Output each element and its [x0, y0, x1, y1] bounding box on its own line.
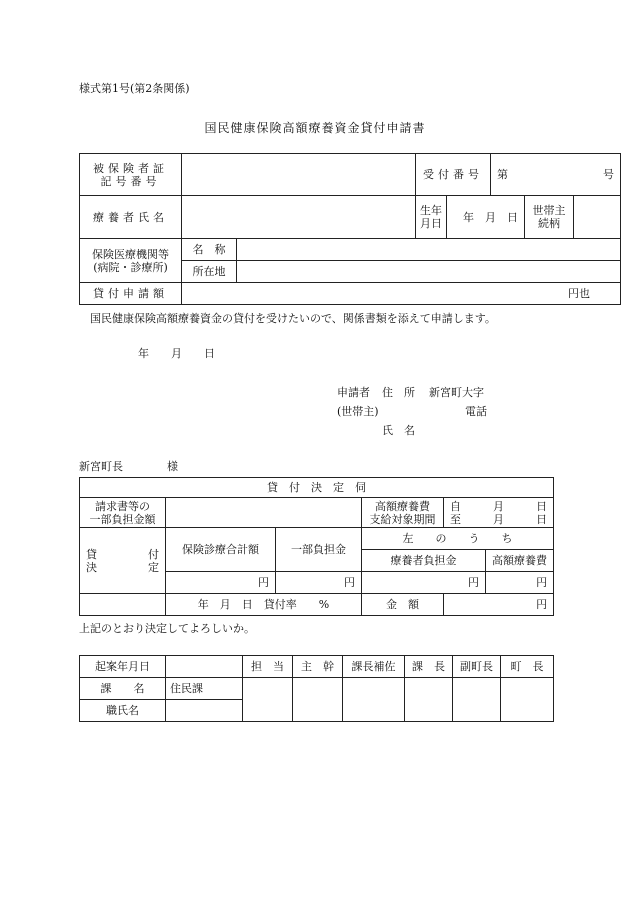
seal-tanto[interactable]: [243, 678, 293, 722]
patient-burden-label: 療養者負担金: [362, 550, 486, 572]
application-statement: 国民健康保険高額療養資金の貸付を受けたいので、関係書類を添えて申請します。: [90, 312, 496, 325]
institution-name-field[interactable]: [237, 239, 621, 261]
seal-fukucho[interactable]: [453, 678, 501, 722]
application-table: [79, 153, 621, 305]
institution-name-label: 名 称: [182, 239, 237, 261]
seal-chocho[interactable]: [501, 678, 554, 722]
phone-label: 電話: [465, 405, 487, 418]
role-tanto: 担 当: [243, 656, 293, 678]
institution-address-label: 所在地: [182, 261, 237, 283]
insured-card-label: 被保険者証 記号番号: [80, 154, 182, 196]
loan-blank-cell: [80, 594, 166, 616]
role-fukucho: 副町長: [453, 656, 501, 678]
institution-address-field[interactable]: [237, 261, 621, 283]
applicant-address-value: 新宮町大字: [429, 386, 484, 399]
application-date: 年 月 日: [138, 347, 215, 360]
applicant-address-label: 住 所: [382, 386, 415, 399]
burden-amount-field[interactable]: [166, 498, 362, 528]
householder-label: (世帯主): [337, 405, 379, 418]
relation-field[interactable]: [574, 196, 621, 239]
decision-table: [79, 477, 554, 616]
patient-name-label: 療養者氏名: [80, 196, 182, 239]
total-insurance-label: 保険診療合計額: [166, 528, 276, 572]
loan-decision-label: 貸 付 決 定: [80, 528, 166, 594]
period-label: 高額療養費 支給対象期間: [362, 498, 444, 528]
applicant-name-label: 氏 名: [382, 424, 415, 437]
birth-date-field[interactable]: 年 月 日: [447, 196, 525, 239]
receipt-no-label: 受付番号: [416, 154, 491, 196]
decision-header: 貸 付 決 定 伺: [80, 478, 554, 498]
patient-name-field[interactable]: [182, 196, 416, 239]
burden-amount-label: 請求書等の 一部負担金額: [80, 498, 166, 528]
addressee: 新宮町長 様: [79, 460, 178, 473]
section-label: 課 名: [80, 678, 166, 700]
loan-amount-label: 貸付申請額: [80, 283, 182, 305]
relation-label: 世帯主 続柄: [525, 196, 574, 239]
approval-text: 上記のとおり決定してよろしいか。: [79, 622, 255, 635]
institution-label: 保険医療機関等 (病院・診療所): [80, 239, 182, 283]
role-shukan: 主 幹: [293, 656, 343, 678]
birth-date-label: 生年 月日: [416, 196, 447, 239]
high-cost-field[interactable]: 円: [486, 572, 554, 594]
draft-date-field[interactable]: [166, 656, 243, 678]
amount-label: 金 額: [362, 594, 444, 616]
draft-date-label: 起案年月日: [80, 656, 166, 678]
role-kacho: 課 長: [405, 656, 453, 678]
applicant-label: 申請者: [337, 386, 370, 399]
partial-burden-field[interactable]: 円: [276, 572, 362, 594]
of-which-label: 左 の う ち: [362, 528, 554, 550]
seal-kacho[interactable]: [405, 678, 453, 722]
form-id: 様式第1号(第2条関係): [79, 82, 190, 95]
partial-burden-label: 一部負担金: [276, 528, 362, 572]
total-insurance-field[interactable]: 円: [166, 572, 276, 594]
receipt-no-field[interactable]: 第 号: [491, 154, 621, 196]
section-value: 住民課: [166, 678, 243, 700]
page-title: 国民健康保険高額療養資金貸付申請書: [204, 121, 426, 135]
role-chocho: 町 長: [501, 656, 554, 678]
staff-label: 職氏名: [80, 700, 166, 722]
seal-shukan[interactable]: [293, 678, 343, 722]
approval-table: [79, 655, 554, 722]
loan-amount-field[interactable]: 円也: [182, 283, 621, 305]
patient-burden-field[interactable]: 円: [362, 572, 486, 594]
amount-field[interactable]: 円: [444, 594, 554, 616]
high-cost-label: 高額療養費: [486, 550, 554, 572]
seal-kacho-hosa[interactable]: [343, 678, 405, 722]
staff-field[interactable]: [166, 700, 243, 722]
period-field[interactable]: 自 月 日 至 月 日: [444, 498, 554, 528]
insured-card-field[interactable]: [182, 154, 416, 196]
loan-rate-field[interactable]: 年 月 日 貸付率 %: [166, 594, 362, 616]
role-kacho-hosa: 課長補佐: [343, 656, 405, 678]
